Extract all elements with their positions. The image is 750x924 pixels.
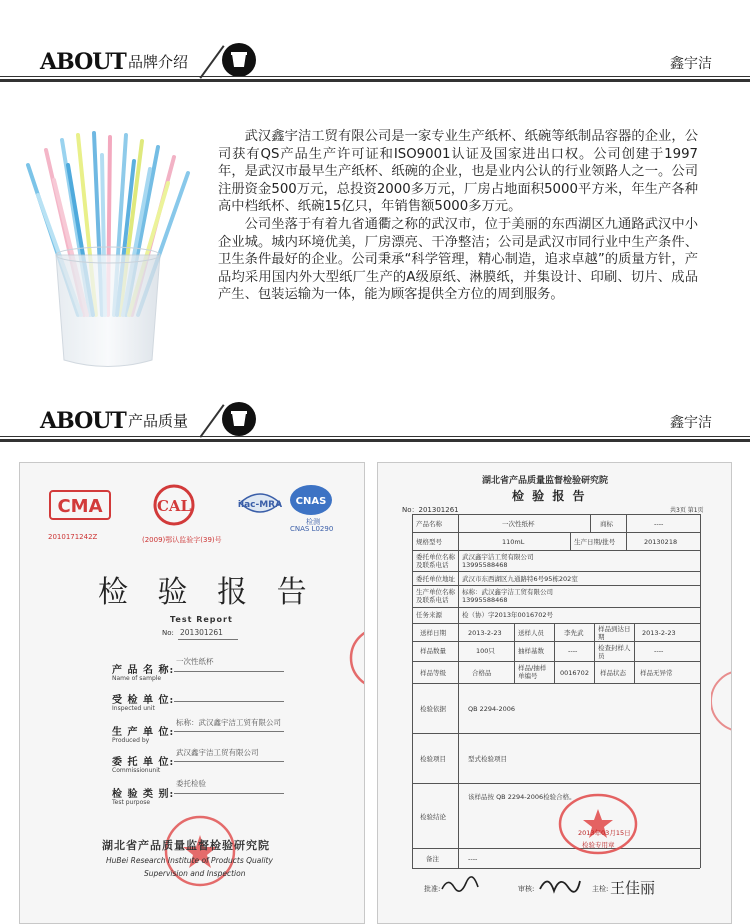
send-date-value: 2013-2-23: [468, 629, 502, 637]
arrive-value: 2013-2-23: [642, 629, 676, 637]
underline: [174, 793, 284, 794]
header-rule-thick: [0, 79, 750, 82]
commission-label: 委 托 单 位:: [112, 757, 175, 768]
maker-label: 生产单位名称及联系电话: [416, 588, 455, 604]
cma-number: 2010171242Z: [48, 533, 98, 541]
approve-signature: [440, 875, 480, 895]
edge-stamp: [711, 661, 732, 741]
underline: [174, 701, 284, 702]
header-rule-thick: [0, 439, 750, 442]
basis-label: 检验依据: [420, 705, 446, 713]
task-value: 检（协）字2013年0016702号: [462, 611, 553, 619]
base-value: ----: [568, 647, 578, 655]
test-report-detail: [377, 462, 732, 924]
maker-value: 标称：武汉鑫宇洁工贸有限公司: [462, 588, 553, 596]
trademark-label: 商标: [600, 520, 613, 528]
seal-value: ----: [654, 647, 664, 655]
inspected-label: 受 检 单 位:: [112, 695, 175, 706]
header-rule-thin: [0, 76, 750, 77]
company-intro: [218, 128, 698, 304]
arrive-label: 样品到达日期: [598, 625, 631, 641]
sample-en: Name of sample: [112, 675, 162, 682]
report-title: 检 验 报 告: [98, 575, 317, 610]
cnas-sub1: 检测: [306, 518, 320, 526]
items-label: 检验项目: [420, 755, 446, 763]
spec-label: 规格型号: [416, 538, 442, 546]
producer-value: 标称：武汉鑫宇洁工贸有限公司: [176, 718, 281, 727]
approve-label: 批准:: [424, 885, 441, 893]
page-count: 共3页 第1页: [670, 507, 704, 514]
producer-en: Produced by: [112, 737, 150, 744]
about-logo: ABOUT: [40, 49, 126, 75]
institute-header: 湖北省产品质量监督检验研究院: [482, 476, 609, 486]
report-title-en: Test Report: [170, 615, 233, 624]
report-no-value: 201301261: [180, 628, 223, 637]
test-report-cover: [19, 462, 365, 924]
about-logo: ABOUT: [40, 408, 126, 434]
institute-name: 湖北省产品质量监督检验研究院: [102, 839, 270, 852]
header-rule-thin: [0, 436, 750, 437]
underline: [174, 761, 284, 762]
underline: [174, 731, 284, 732]
report-no: No：201301261: [402, 506, 459, 514]
inspector-signature: 王佳丽: [610, 879, 656, 897]
review-label: 审核:: [518, 885, 535, 893]
date-value: 20130218: [644, 538, 678, 546]
maker-phone: 13995588468: [462, 596, 508, 604]
client-address-value: 武汉市东西湖区九通路特6号95栋202室: [462, 575, 578, 583]
cal-logo: [152, 483, 196, 527]
report-title: 检 验 报 告: [512, 489, 587, 503]
cnas-sub2: CNAS L0290: [290, 525, 334, 533]
straws-photo: [18, 125, 203, 375]
send-date-label: 送样日期: [420, 629, 446, 637]
divider-slash: [199, 404, 224, 438]
cup-icon: [222, 402, 256, 436]
client-phone: 13995588468: [462, 561, 508, 569]
sample-value: 一次性纸杯: [176, 657, 214, 666]
purpose-en: Test purpose: [112, 799, 151, 806]
review-signature: [538, 871, 582, 897]
date-label: 生产日期/批号: [574, 538, 616, 546]
client-label: 委托单位名称及联系电话: [416, 553, 455, 569]
state-label: 样品状态: [600, 669, 626, 677]
commission-value: 武汉鑫宇洁工贸有限公司: [176, 748, 259, 757]
svg-text:CMA: CMA: [57, 496, 103, 517]
cma-logo: [48, 487, 112, 523]
basis-value: QB 2294-2006: [468, 705, 516, 713]
state-value: 样品无异常: [640, 669, 673, 677]
underline: [174, 671, 284, 672]
sender-value: 李先武: [564, 629, 584, 637]
divider-slash: [199, 45, 224, 79]
inspected-en: Inspected unit: [112, 705, 155, 712]
qty-label: 样品数量: [420, 647, 446, 655]
client-value: 武汉鑫宇洁工贸有限公司: [462, 553, 534, 561]
product-value: 一次性纸杯: [502, 520, 535, 528]
purpose-value: 委托检验: [176, 779, 206, 788]
cal-number: (2009)鄂认监验字(39)号: [142, 536, 222, 544]
sample-label: 产 品 名 称:: [112, 665, 175, 676]
section-title-quality: 产品质量: [128, 412, 189, 430]
institute-en-1: HuBei Research Institute of Products Quality: [106, 856, 273, 865]
sample-no-value: 0016702: [560, 669, 589, 677]
edge-stamp: [345, 623, 365, 693]
brand-name: 鑫宇洁: [670, 56, 712, 72]
intro-paragraph-1: 武汉鑫宇洁工贸有限公司是一家专业生产纸杯、纸碗等纸制品容器的企业，公司获有QS产品生产许可证和ISO9001认证及国家进出口权。公司创建于1997年，是武汉市最早生产纸杯、纸碗的企业，也是业内公认的行业领路人之一。公司注册资金500万元，总投资2000多万元，厂房占地面积5000平方米，年生产各种高中档纸杯、纸碗15亿只，年销售额5000多万元。: [218, 129, 698, 215]
ilac-mra-logo: [236, 485, 284, 521]
institute-en-2: Supervision and Inspection: [144, 869, 246, 878]
stamp-date: 2013年03月15日: [578, 829, 631, 837]
spec-value: 110mL: [502, 538, 525, 546]
note-label: 备注: [426, 855, 439, 863]
section-title-brand: 品牌介绍: [128, 53, 189, 71]
producer-label: 生 产 单 位:: [112, 727, 175, 738]
brand-name: 鑫宇洁: [670, 415, 712, 431]
conclusion-label: 检验结论: [420, 813, 446, 821]
task-label: 任务来源: [416, 611, 442, 619]
commission-en: Commissionunit: [112, 767, 161, 774]
items-value: 型式检验项目: [468, 755, 507, 763]
about-quality-header: [0, 399, 750, 439]
qty-value: 100只: [476, 647, 495, 655]
stamp-text: 检验专用章: [582, 841, 615, 849]
about-brand-header: [0, 40, 750, 80]
seal-label: 检查封样人员: [598, 644, 631, 660]
underline: [178, 639, 238, 640]
grade-label: 样品等级: [420, 669, 446, 677]
conclusion-value: 该样品按 QB 2294-2006检验合格。: [468, 793, 576, 801]
product-label: 产品名称: [416, 520, 442, 528]
grade-value: 合格品: [472, 669, 492, 677]
client-address-label: 委托单位地址: [416, 575, 455, 583]
svg-text:CAL: CAL: [156, 497, 192, 515]
cnas-logo: [288, 483, 334, 517]
svg-text:ilac-MRA: ilac-MRA: [237, 500, 283, 510]
trademark-value: ----: [654, 520, 664, 528]
sample-no-label: 样品/抽样单编号: [518, 664, 547, 680]
inspect-label: 主检:: [592, 885, 609, 893]
base-label: 抽样基数: [518, 647, 544, 655]
note-value: ----: [468, 855, 478, 863]
svg-text:CNAS: CNAS: [295, 496, 327, 507]
report-no-label: No:: [162, 629, 174, 637]
purpose-label: 检 验 类 别:: [112, 789, 175, 800]
intro-paragraph-2: 公司坐落于有着九省通衢之称的武汉市，位于美丽的东西湖区九通路武汉中小企业城。城内环境优美，厂房漂亮、干净整洁；公司是武汉市同行业中生产条件、卫生条件最好的企业。公司秉承“科学管理，精心制造，追求卓越”的质量方针，产品均采用国内外大型纸厂生产的A级原纸、淋膜纸，并集设计、印刷、切片、成品产生、包装运输为一体，能为顾客提供全方位的周到服务。: [218, 216, 698, 303]
cup-icon: [222, 43, 256, 77]
sender-label: 送样人员: [518, 629, 544, 637]
